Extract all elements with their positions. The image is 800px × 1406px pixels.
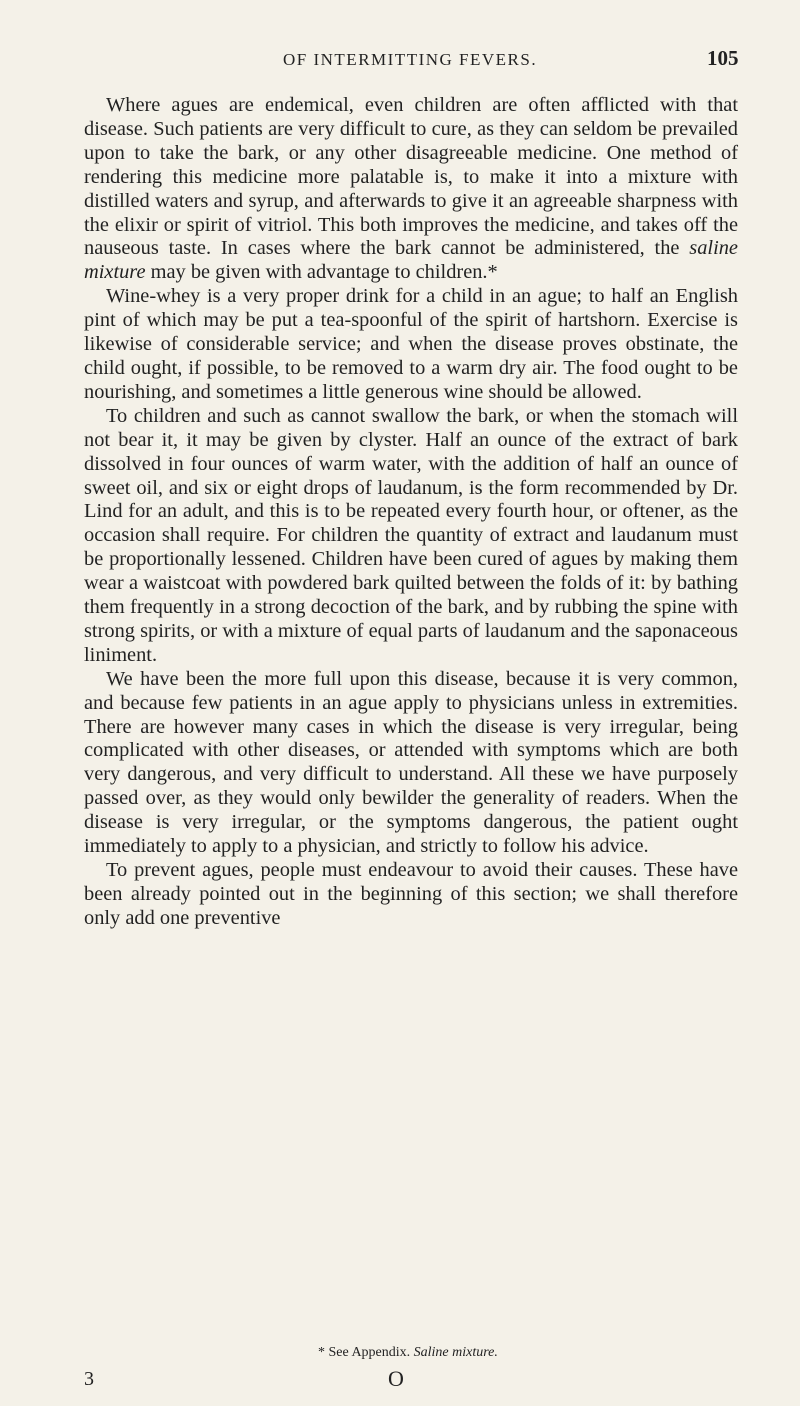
paragraph-5: To prevent agues, people must endeavour to avoid their causes. These have been already pointed out in the beginning of this section; we shall therefore only add one preventive bbox=[84, 859, 738, 929]
footnote-italic: Saline mixture. bbox=[413, 1345, 498, 1360]
body-text bbox=[84, 94, 738, 931]
footnote-text bbox=[318, 1345, 498, 1361]
page-number: 105 bbox=[707, 46, 739, 70]
paragraph-3: To children and such as cannot swallow the bark, or when the stomach will not bear it, it may be given by clyster. Half an ounce of the extract of bark dissolved in four ounces of warm water, with the addition of half an ounce of sweet oil, and six or eight drops of laudanum, is the form recommended by Dr. Lind for an adult, and this is to be repeated every fourth hour, or oftener, as the occasion shall require. For children the quantity of extract and laudanum must be proportionally lessened. Children have been cured of agues by making them wear a waistcoat with powdered bark quilted between the folds of it: by bathing them frequently in a strong decoction of the bark, and by rubbing the spine with strong spirits, or with a mixture of equal parts of laudanum and the saponaceous liniment. bbox=[84, 404, 738, 666]
page-header bbox=[0, 46, 800, 86]
catchword: O bbox=[388, 1366, 404, 1391]
paragraph-2: Wine-whey is a very proper drink for a child in an ague; to half an English pint of which may be put a tea-spoonful of the spirit of hartshorn. Exercise is likewise of considerable service; and when the disease proves obstinate, the child ought, if possible, to be removed to a warm dry air. The food ought to be nourishing, and sometimes a little generous wine should be allowed. bbox=[84, 285, 738, 403]
saline-mixture-term: saline mixture bbox=[84, 237, 738, 284]
paragraph-1-text-a: Where agues are endemical, even children are often afflicted with that disease. Such patients are very difficult to cure, as they can seldom be prevailed upon to take the bark, or any other disagreeable medicine. One method of rendering this medicine more palatable is, to make it into a mixture with distilled waters and syrup, and afterwards to give it an agreeable sharpness with the elixir or spirit of vitriol. This both improves the medicine, and takes off the nauseous taste. In cases where the bark cannot be administered, the bbox=[84, 94, 738, 260]
footnote-plain: * See Appendix. bbox=[318, 1345, 414, 1360]
paragraph-1-text-b: may be given with advantage to children.* bbox=[145, 261, 498, 284]
paragraph-1 bbox=[84, 94, 738, 285]
paragraph-4: We have been the more full upon this disease, because it is very common, and because few patients in an ague apply to physicians unless in extremities. There are however many cases in which the disease is very irregular, being complicated with other diseases, or attended with symptoms which are both very dangerous, and very difficult to understand. All these we have purposely passed over, as they would only bewilder the generality of readers. When the disease is very irregular, or the symptoms dangerous, the patient ought immediately to apply to a physician, and strictly to follow his advice. bbox=[84, 667, 738, 858]
running-head: OF INTERMITTING FEVERS. bbox=[283, 50, 538, 69]
signature-mark: 3 bbox=[84, 1368, 94, 1390]
